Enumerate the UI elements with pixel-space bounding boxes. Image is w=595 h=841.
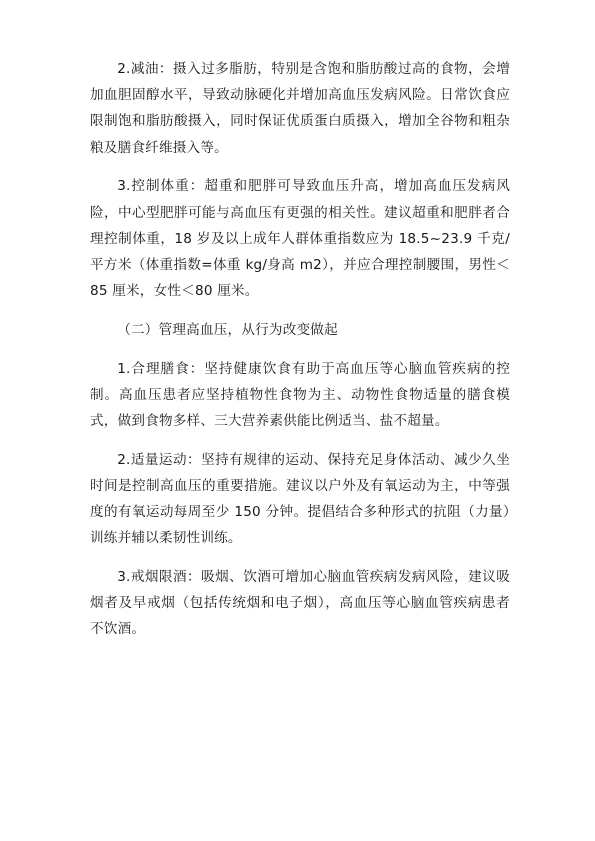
paragraph-exercise: 2.适量运动：坚持有规律的运动、保持充足身体活动、减少久坐时间是控制高血压的重要措施。建议以户外及有氧运动为主，中等强度的有氧运动每周至少 150 分钟。提倡结合多种形式的抗阻（力量）训练并辅以柔韧性训练。 [90,451,510,547]
paragraph-reduce-oil: 2.减油：摄入过多脂肪，特别是含饱和脂肪酸过高的食物，会增加血胆固醇水平，导致动脉硬化并增加高血压发病风险。日常饮食应限制饱和脂肪酸摄入，同时保证优质蛋白质摄入，增加全谷物和粗杂粮及膳食纤维摄入等。 [90,61,510,156]
paragraph-smoking-drinking: 3.戒烟限酒：吸烟、饮酒可增加心脑血管疾病发病风险，建议吸烟者及早戒烟（包括传统烟和电子烟），高血压等心脑血管疾病患者不饮酒。 [90,568,510,638]
document-body [90,56,510,655]
paragraph-balanced-diet: 1.合理膳食：坚持健康饮食有助于高血压等心脑血管疾病的控制。高血压患者应坚持植物性食物为主、动物性食物适量的膳食模式，做到食物多样、三大营养素供能比例适当、盐不超量。 [90,360,510,429]
paragraph-weight-control: 3.控制体重：超重和肥胖可导致血压升高，增加高血压发病风险，中心型肥胖可能与高血压有更强的相关性。建议超重和肥胖者合理控制体重，18 岁及以上成年人群体重指数应为 18.5~23.9 千克/平方米（体重指数=体重 kg/身高 m2），并应合理控制腰围，男性＜85 厘米，女性＜80 厘米。 [90,178,510,300]
section-heading: （二）管理高血压，从行为改变做起 [117,321,338,338]
